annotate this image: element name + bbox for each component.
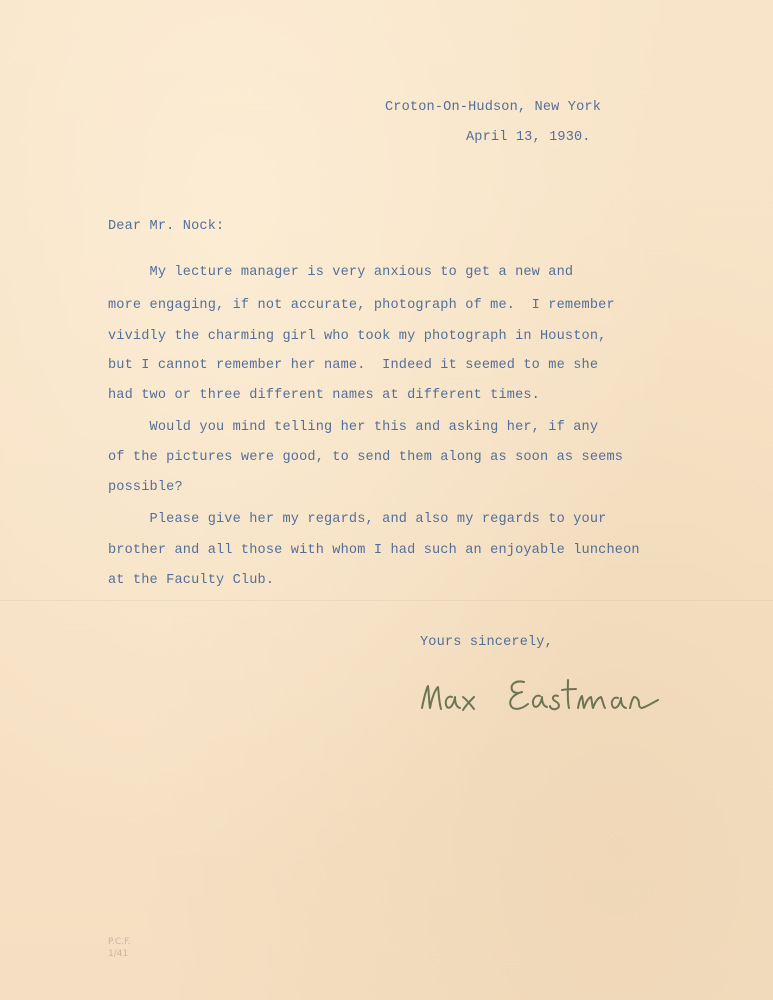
body-line: of the pictures were good, to send them along as soon as seems <box>108 450 624 465</box>
body-line: had two or three different names at different times. <box>108 388 540 403</box>
salutation: Dear Mr. Nock: <box>108 219 225 234</box>
body-line: at the Faculty Club. <box>108 573 275 588</box>
body-line: more engaging, if not accurate, photograph of me. I remember <box>108 298 615 313</box>
body-line: but I cannot remember her name. Indeed it seemed to me she <box>108 358 599 373</box>
body-line: brother and all those with whom I had such an enjoyable luncheon <box>108 543 640 558</box>
signature-max-eastman <box>416 664 686 724</box>
body-line: My lecture manager is very anxious to get a new and <box>108 265 574 280</box>
body-line: possible? <box>108 480 183 495</box>
body-line: Would you mind telling her this and asking her, if any <box>108 420 599 435</box>
body-line: vividly the charming girl who took my photograph in Houston, <box>108 329 607 344</box>
letter-date: April 13, 1930. <box>466 130 591 145</box>
pencil-archive-note: P.C.F. 1/41 <box>108 937 131 959</box>
paper-fold-line <box>0 600 773 601</box>
body-line: Please give her my regards, and also my regards to your <box>108 512 607 527</box>
closing: Yours sincerely, <box>420 635 553 650</box>
letter-place: Croton-On-Hudson, New York <box>385 100 601 115</box>
